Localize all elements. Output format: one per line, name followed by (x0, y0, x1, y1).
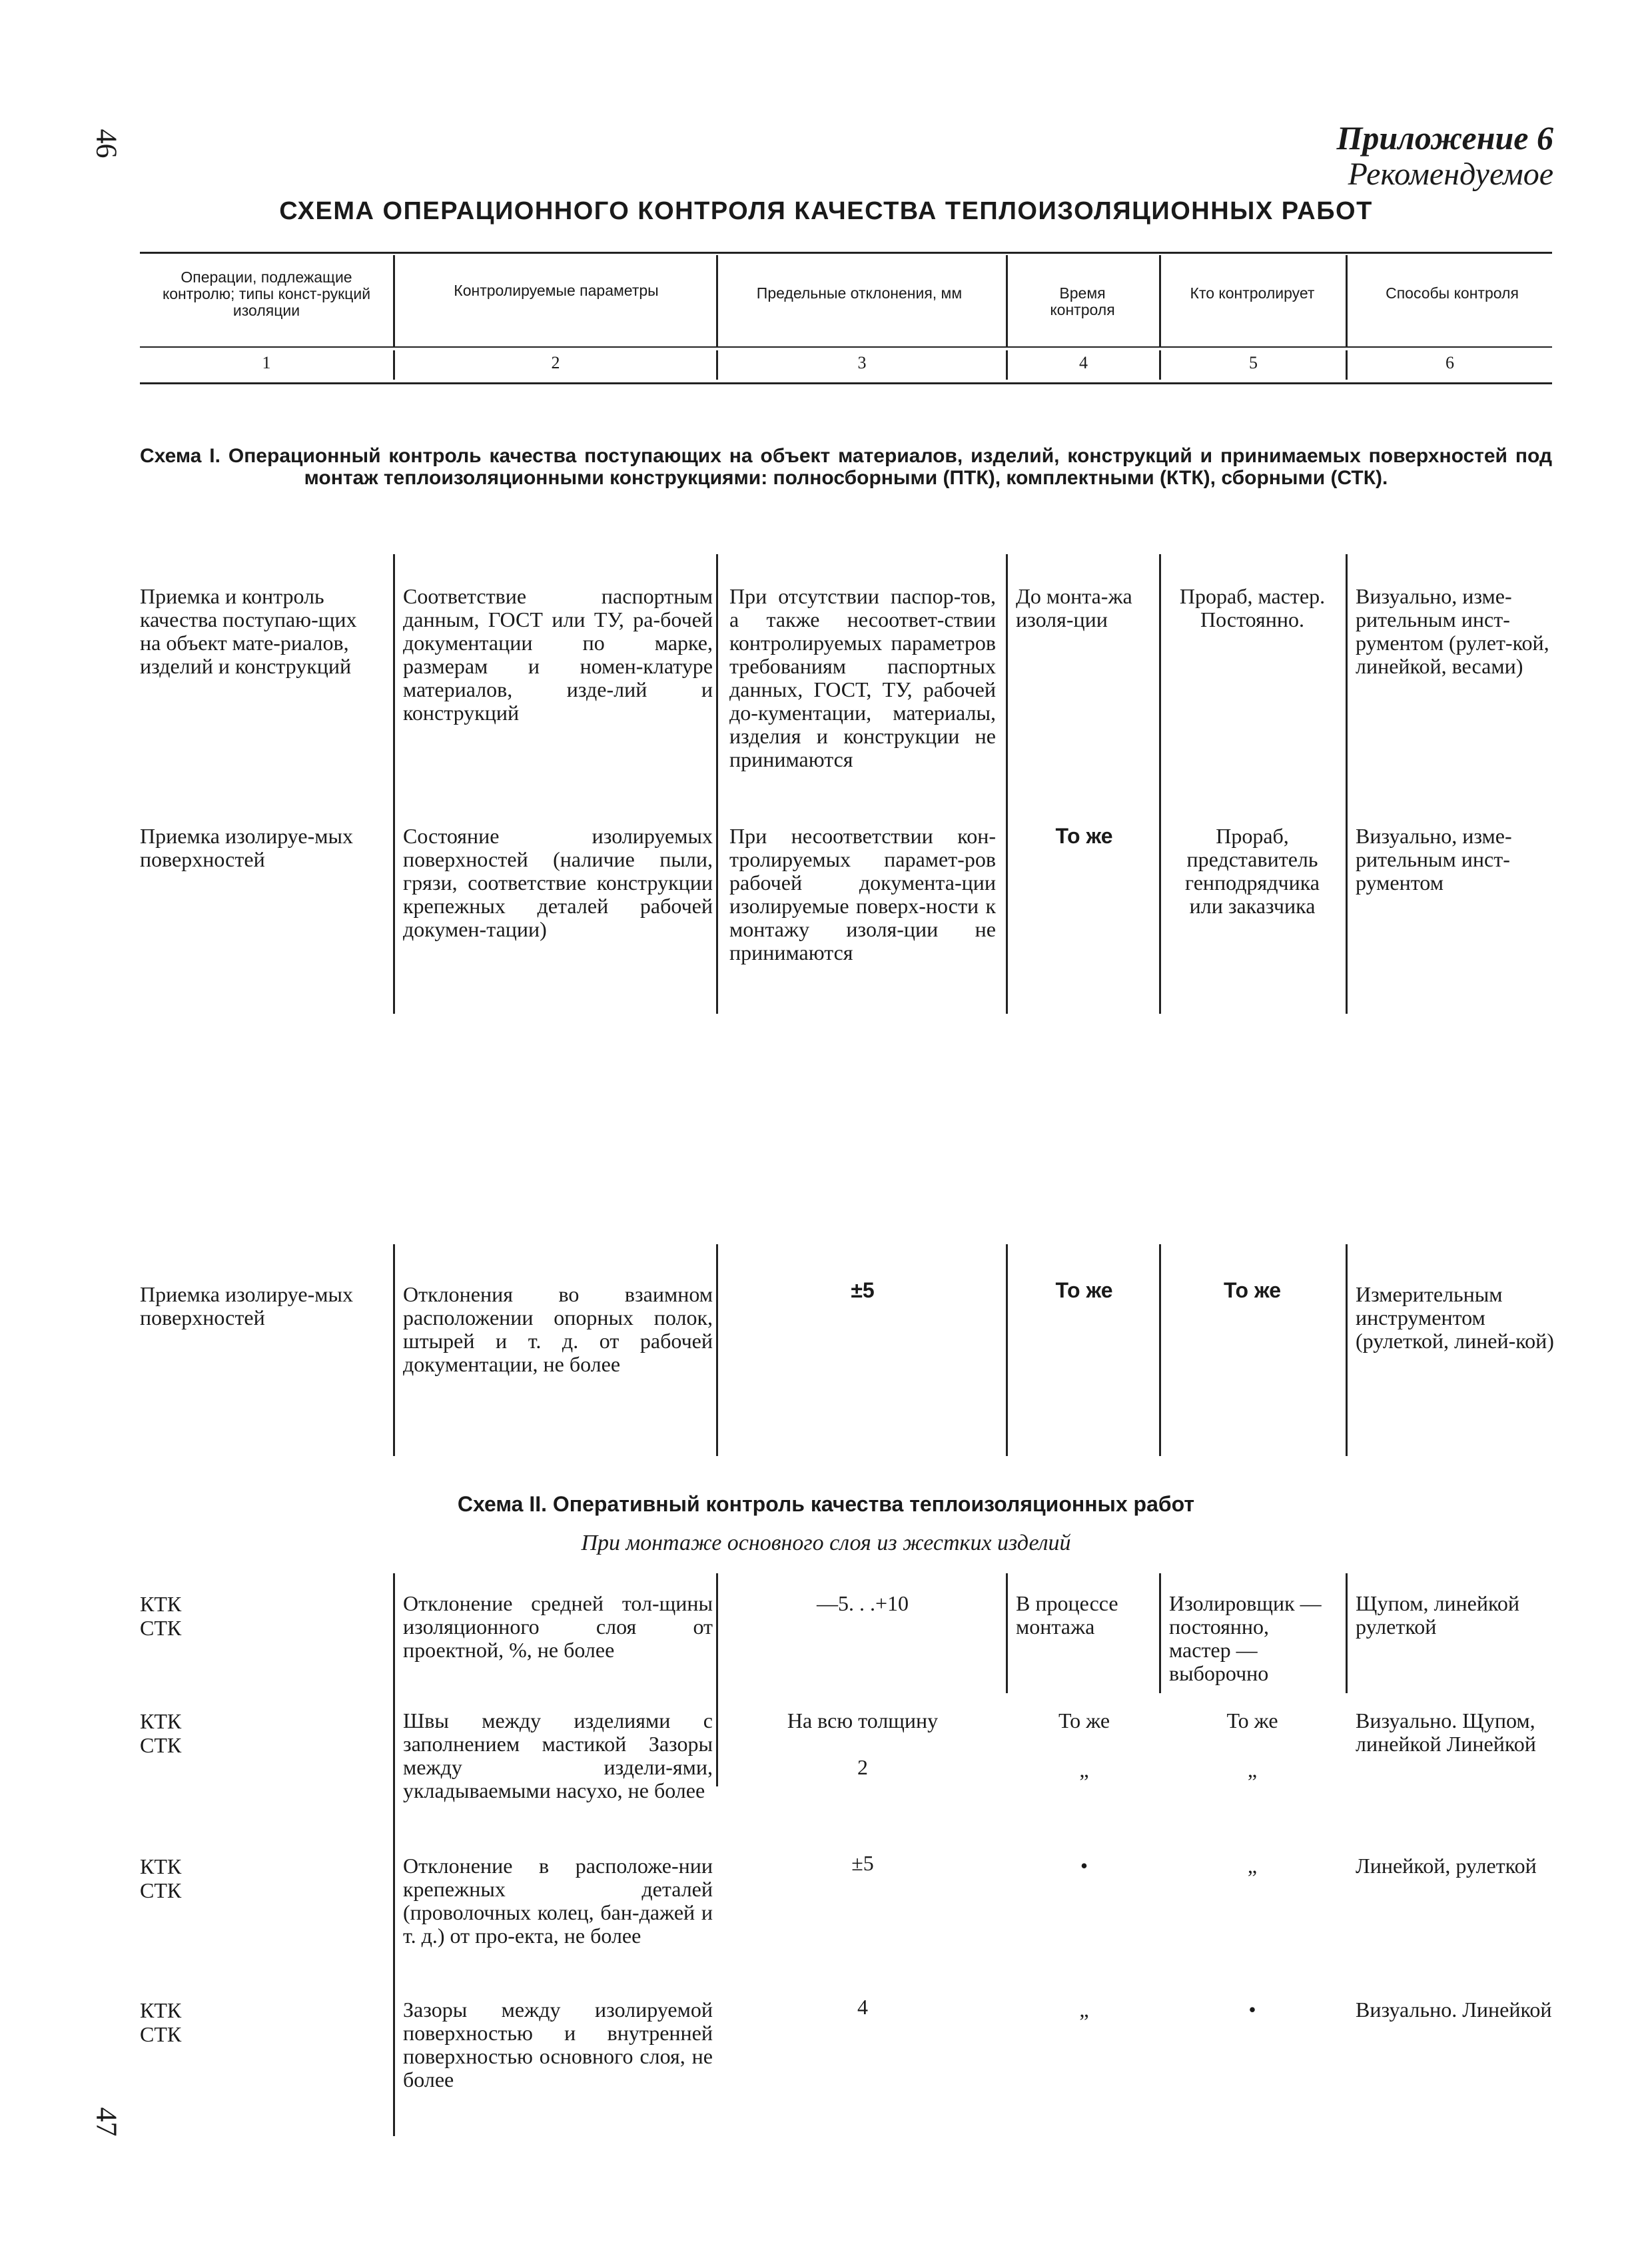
column-divider (716, 1573, 718, 1786)
header-divider (1346, 255, 1348, 346)
s2-row1-type: КТК СТК (140, 1592, 182, 1640)
column-divider (393, 1573, 395, 2136)
s2-row2-who: То же (1226, 1708, 1278, 1732)
s2-row3-type: КТК СТК (140, 1854, 182, 1902)
s2-row3-parameters: Отклонение в расположе-нии крепежных деталей (проволочных колец, бан-дажей и т. д.) от про-екта, не более (403, 1854, 713, 1948)
column-divider (393, 1244, 395, 1456)
s1-row1-deviation: При отсутствии паспор-тов, а также несоответ-ствии контролируемых параметров требованиям паспортных данных, ГОСТ, ТУ, рабочей до-кументации, материалы, изделия и конструкции не принимаются (729, 584, 996, 771)
document-title: СХЕМА ОПЕРАЦИОННОГО КОНТРОЛЯ КАЧЕСТВА ТЕПЛОИЗОЛЯЦИОННЫХ РАБОТ (279, 197, 1373, 225)
header-divider (1159, 255, 1161, 346)
s1-row3-deviation: ±5 (851, 1278, 875, 1302)
column-number: 5 (1249, 353, 1258, 372)
s1-row3-time: То же (1055, 1278, 1113, 1302)
s2-row1-method: Щупом, линейкой рулеткой (1356, 1591, 1520, 1639)
page-number-bottom: 47 (90, 2107, 123, 2137)
s2-row2-who-ditto: „ (1247, 1758, 1258, 1782)
s2-row4-type: КТК СТК (140, 1998, 182, 2046)
s1-row1-parameters: Соответствие паспортным данным, ГОСТ или ТУ, ра-бочей документации по марке, размерам и номен-клатуре материалов, изде-лий и конструкций (403, 584, 713, 725)
header-col-parameters: Контролируемые параметры (454, 282, 659, 299)
column-number: 4 (1079, 353, 1088, 372)
s1-row3-parameters: Отклонения во взаимном расположении опорных полок, штырей и т. д. от рабочей документации, не более (403, 1282, 713, 1376)
s2-row4-time-ditto: „ (1079, 1998, 1089, 2022)
header-divider (716, 255, 718, 346)
column-divider (1159, 1573, 1161, 1693)
s1-row1-time: До монта-жа изоля-ции (1016, 584, 1132, 631)
s2-row3-method: Линейкой, рулеткой (1356, 1854, 1537, 1878)
appendix-subtitle: Рекомендуемое (1348, 157, 1553, 192)
s2-row2-method: Визуально. Щупом, линейкой Линейкой (1356, 1708, 1536, 1756)
table-top-rule (140, 252, 1552, 254)
column-divider (393, 554, 395, 1014)
header-col-operations: Операции, подлежащие контролю; типы конст-рукций изоляции (162, 268, 371, 319)
s2-row4-parameters: Зазоры между изолируемой поверхностью и внутренней поверхностью основного слоя, не более (403, 1998, 713, 2091)
s1-row2-method: Визуально, изме-рительным инст-рументом (1356, 824, 1512, 895)
s2-row4-method: Визуально. Линейкой (1356, 1998, 1552, 2022)
s1-row2-who: Прораб, представитель генподрядчика или заказчика (1185, 824, 1320, 918)
column-number: 6 (1446, 353, 1454, 372)
s2-row2-type: КТК СТК (140, 1709, 182, 1757)
page-number-top: 46 (90, 129, 123, 159)
s1-row2-operation: Приемка изолируе-мых поверхностей (140, 824, 353, 871)
s1-row1-who: Прораб, мастер. Постоянно. (1179, 584, 1326, 631)
column-divider (1159, 1244, 1161, 1456)
s2-row2-time-ditto: „ (1079, 1758, 1089, 1782)
column-number: 3 (857, 353, 867, 372)
header-col-time: Время контроля (1050, 284, 1115, 318)
scheme-1-title: Схема I. Операционный контроль качества поступающих на объект материалов, изделий, конструкций и принимаемых поверхностей под монтаж теплоизоляционными конструкциями: полносборными (ПТК), комплектными (КТК), сборными (СТК). (140, 445, 1552, 489)
column-divider (1006, 1573, 1008, 1693)
header-col-methods: Способы контроля (1386, 284, 1519, 302)
column-divider (1346, 554, 1348, 1014)
s1-row3-method: Измерительным инструментом (рулеткой, линей-кой) (1356, 1282, 1554, 1353)
s2-row3-deviation: ±5 (851, 1851, 874, 1875)
s1-row1-method: Визуально, изме-рительным инст-рументом (рулет-кой, линейкой, весами) (1356, 584, 1549, 678)
scheme-2-title: Схема II. Оперативный контроль качества теплоизоляционных работ (457, 1492, 1195, 1516)
s2-row3-who-ditto: „ (1247, 1854, 1258, 1878)
s2-row1-deviation: —5. . .+10 (816, 1591, 909, 1615)
s1-row2-time: То же (1055, 824, 1113, 848)
header-col-deviations: Предельные отклонения, мм (756, 284, 963, 302)
column-divider (1159, 554, 1161, 1014)
numbers-rule (140, 382, 1552, 384)
s2-row2-time: То же (1058, 1708, 1110, 1732)
column-number: 2 (551, 353, 560, 372)
column-divider (716, 554, 718, 1014)
s1-row2-parameters: Состояние изолируемых поверхностей (наличие пыли, грязи, соответствие конструкции крепежных деталей рабочей докумен-тации) (403, 824, 713, 941)
column-number: 1 (262, 353, 271, 372)
s1-row2-deviation: При несоответствии кон-тролируемых парамет-ров рабочей документа-ции изолируемые поверх-ности к монтажу изоля-ции не принимаются (729, 824, 996, 964)
s2-row3-time-ditto: • (1080, 1854, 1088, 1878)
s2-row2-deviation-gaps: 2 (857, 1755, 868, 1779)
header-col-who: Кто контролирует (1190, 284, 1315, 302)
s1-row3-operation: Приемка изолируе-мых поверхностей (140, 1282, 353, 1329)
s2-row2-deviation: На всю толщину (787, 1708, 939, 1732)
column-divider (1006, 554, 1008, 1014)
header-divider (393, 255, 395, 346)
s2-row1-time: В процессе монтажа (1016, 1591, 1118, 1639)
s1-row1-operation: Приемка и контроль качества поступаю-щих на объект мате-риалов, изделий и конструкций (140, 584, 357, 678)
s1-row3-who: То же (1223, 1278, 1282, 1302)
column-divider (1346, 1573, 1348, 1693)
s2-row4-who-ditto: • (1248, 1998, 1256, 2022)
header-divider (1006, 255, 1008, 346)
s2-row1-who: Изолировщик — постоянно, мастер — выборочно (1169, 1591, 1322, 1685)
s2-row1-parameters: Отклонение средней тол-щины изоляционного слоя от проектной, %, не более (403, 1591, 713, 1662)
s2-row2-parameters: Швы между изделиями с заполнением мастикой Зазоры между издели-ями, укладываемыми насухо, не более (403, 1708, 713, 1802)
appendix-title: Приложение 6 (1336, 119, 1553, 157)
column-divider (1346, 1244, 1348, 1456)
scheme-2-subtitle: При монтаже основного слоя из жестких изделий (581, 1531, 1071, 1555)
column-divider (1006, 1244, 1008, 1456)
s2-row4-deviation: 4 (857, 1995, 868, 2019)
column-divider (716, 1244, 718, 1456)
header-rule (140, 346, 1552, 348)
